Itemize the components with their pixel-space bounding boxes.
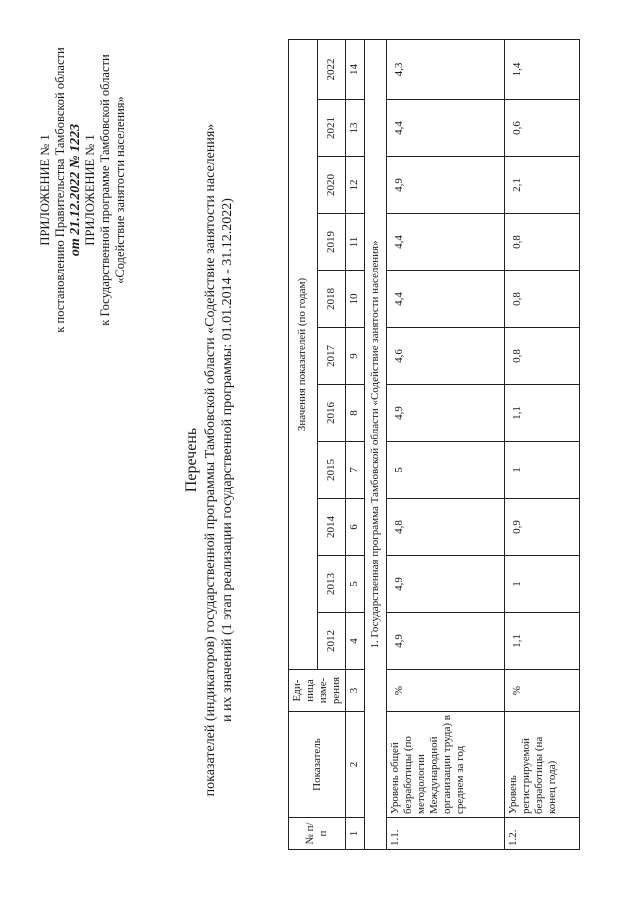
indicators-table [288,39,580,850]
header-values: Значения показателей (по годам) [289,39,318,669]
column-number: 12 [346,157,365,214]
value-cell: 0,8 [505,271,580,328]
program-reference: к Государственной программе Тамбовской области [98,54,112,326]
title-line-2: показателей (индикаторов) государственной программы Тамбовской области «Содействие занятости населения» [203,123,218,797]
year-cell: 2012 [317,613,346,670]
column-number: 4 [346,613,365,670]
column-number: 7 [346,442,365,499]
appendix-label-2: ПРИЛОЖЕНИЕ № 1 [83,134,97,246]
row-unit: % [505,670,580,712]
value-cell: 2,1 [505,157,580,214]
column-number: 2 [346,712,365,818]
appendix-label: ПРИЛОЖЕНИЕ № 1 [38,134,52,246]
value-cell: 4,4 [387,271,505,328]
value-cell: 4,8 [387,499,505,556]
value-cell: 4,9 [387,385,505,442]
title-line-3: и их значений (1 этап реализации государственной программы: 01.01.2014 - 31.12.2022) [220,198,235,722]
column-number: 9 [346,328,365,385]
header-no: № п/п [289,818,346,850]
value-cell: 4,9 [387,157,505,214]
year-cell: 2020 [317,157,346,214]
value-cell: 4,6 [387,328,505,385]
year-cell: 2014 [317,499,346,556]
title-main: Перечень [183,427,200,493]
document-title [183,80,236,840]
row-no: 1.2. [505,818,580,850]
value-cell: 4,9 [387,556,505,613]
value-cell: 0,6 [505,100,580,157]
value-cell: 4,4 [387,214,505,271]
value-cell: 0,9 [505,499,580,556]
year-cell: 2022 [317,39,346,99]
year-cell: 2019 [317,214,346,271]
value-cell: 1,1 [505,613,580,670]
value-cell: 1 [505,442,580,499]
header-indicator: Показатель [289,712,346,818]
year-cell: 2018 [317,271,346,328]
row-unit: % [387,670,505,712]
value-cell: 5 [387,442,505,499]
value-cell: 4,4 [387,100,505,157]
value-cell: 4,9 [387,613,505,670]
column-number: 1 [346,818,365,850]
column-number: 6 [346,499,365,556]
handwritten-date-number: от 21.12.2022 № 1223 [68,123,83,257]
row-no: 1.1. [387,818,505,850]
value-cell: 1,4 [505,39,580,99]
section-row [365,39,387,849]
value-cell: 4,3 [387,39,505,99]
column-number: 8 [346,385,365,442]
value-cell: 1 [505,556,580,613]
value-cell: 1,1 [505,385,580,442]
appendix-header [38,45,128,335]
column-number: 3 [346,670,365,712]
resolution-reference: к постановлению Правительства Тамбовской области [53,47,67,333]
table-row [505,39,580,849]
column-numbers-row [346,39,365,849]
table-row [387,39,505,849]
row-indicator: Уровень регистрируемой безработицы (на конец года) [505,712,580,818]
header-unit: Еди-ница изме-рения [289,670,346,712]
column-number: 11 [346,214,365,271]
column-number: 13 [346,100,365,157]
section-title: 1. Государственная программа Тамбовской области «Содействие занятости населения» [365,39,387,849]
column-number: 14 [346,39,365,99]
column-number: 5 [346,556,365,613]
year-cell: 2017 [317,328,346,385]
year-cell: 2021 [317,100,346,157]
year-cell: 2016 [317,385,346,442]
value-cell: 0,8 [505,214,580,271]
year-cell: 2013 [317,556,346,613]
column-number: 10 [346,271,365,328]
program-name: «Содействие занятости населения» [113,96,127,284]
value-cell: 0,8 [505,328,580,385]
rotated-content [18,40,618,880]
table-header-row [289,39,318,849]
row-indicator: Уровень общей безработицы (по методологии Международной организации труда) в среднем за год [387,712,505,818]
year-cell: 2015 [317,442,346,499]
